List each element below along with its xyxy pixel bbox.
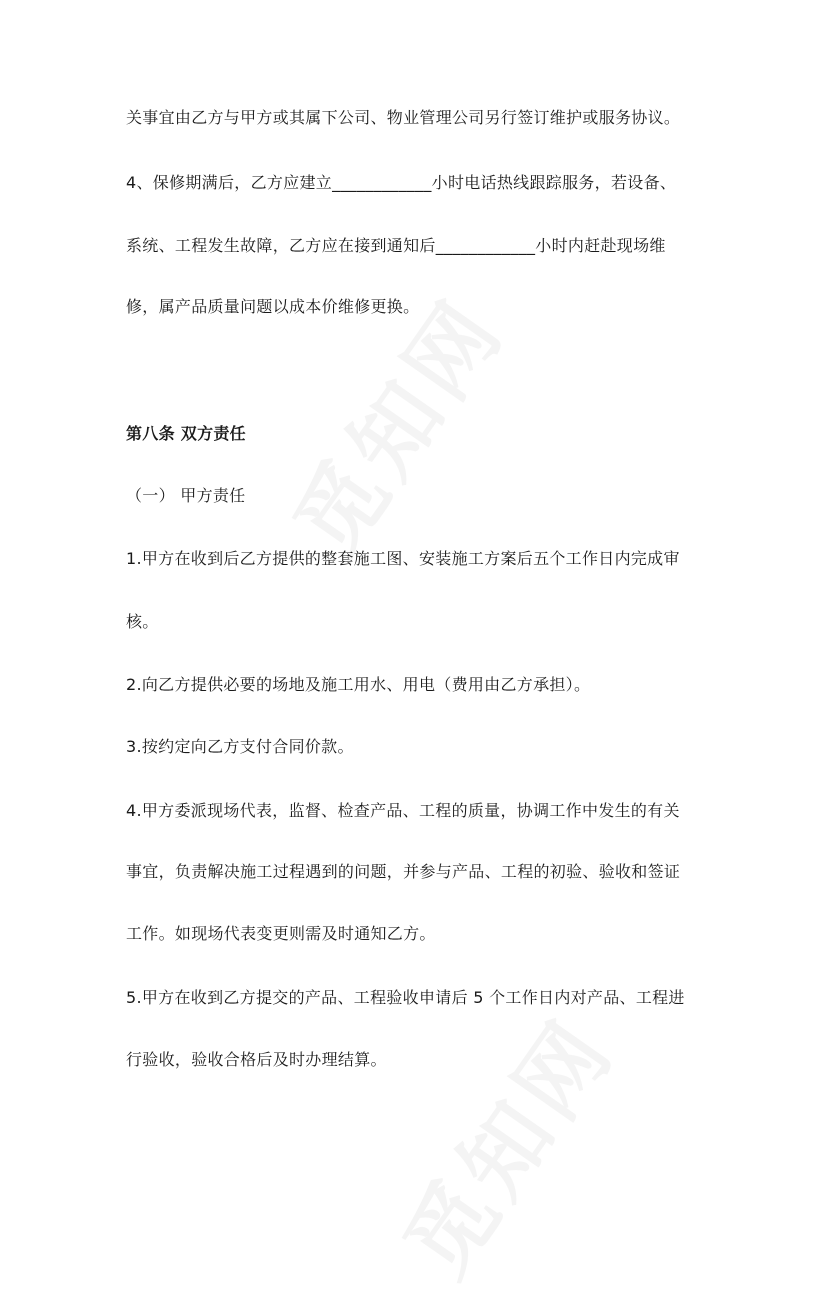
paragraph-line: 修，属产品质量问题以成本价维修更换。	[126, 297, 420, 316]
paragraph-line: 事宜，负责解决施工过程遇到的问题，并参与产品、工程的初验、验收和签证	[126, 862, 681, 881]
paragraph-line: 工作。如现场代表变更则需及时通知乙方。	[126, 924, 436, 943]
paragraph-line: 4.甲方委派现场代表，监督、检查产品、工程的质量，协调工作中发生的有关	[126, 801, 680, 820]
paragraph-line: 3.按约定向乙方支付合同价款。	[126, 737, 354, 756]
paragraph-line: 5.甲方在收到乙方提交的产品、工程验收申请后 5 个工作日内对产品、工程进	[126, 988, 685, 1007]
paragraph-line: 系统、工程发生故障，乙方应在接到通知后____________小时内赶赴现场维	[126, 236, 666, 255]
paragraph-line: 核。	[126, 612, 159, 631]
subsection-heading: （一） 甲方责任	[126, 486, 246, 505]
paragraph-line: 2.向乙方提供必要的场地及施工用水、用电（费用由乙方承担）。	[126, 675, 591, 694]
section-heading: 第八条 双方责任	[126, 424, 246, 443]
paragraph-line: 1.甲方在收到后乙方提供的整套施工图、安装施工方案后五个工作日内完成审	[126, 549, 680, 568]
watermark	[370, 989, 638, 1297]
paragraph-line: 4、保修期满后，乙方应建立____________小时电话热线跟踪服务，若设备、	[126, 173, 677, 192]
paragraph-line: 行验收，验收合格后及时办理结算。	[126, 1050, 387, 1069]
paragraph-line: 关事宜由乙方与甲方或其属下公司、物业管理公司另行签订维护或服务协议。	[126, 108, 681, 127]
